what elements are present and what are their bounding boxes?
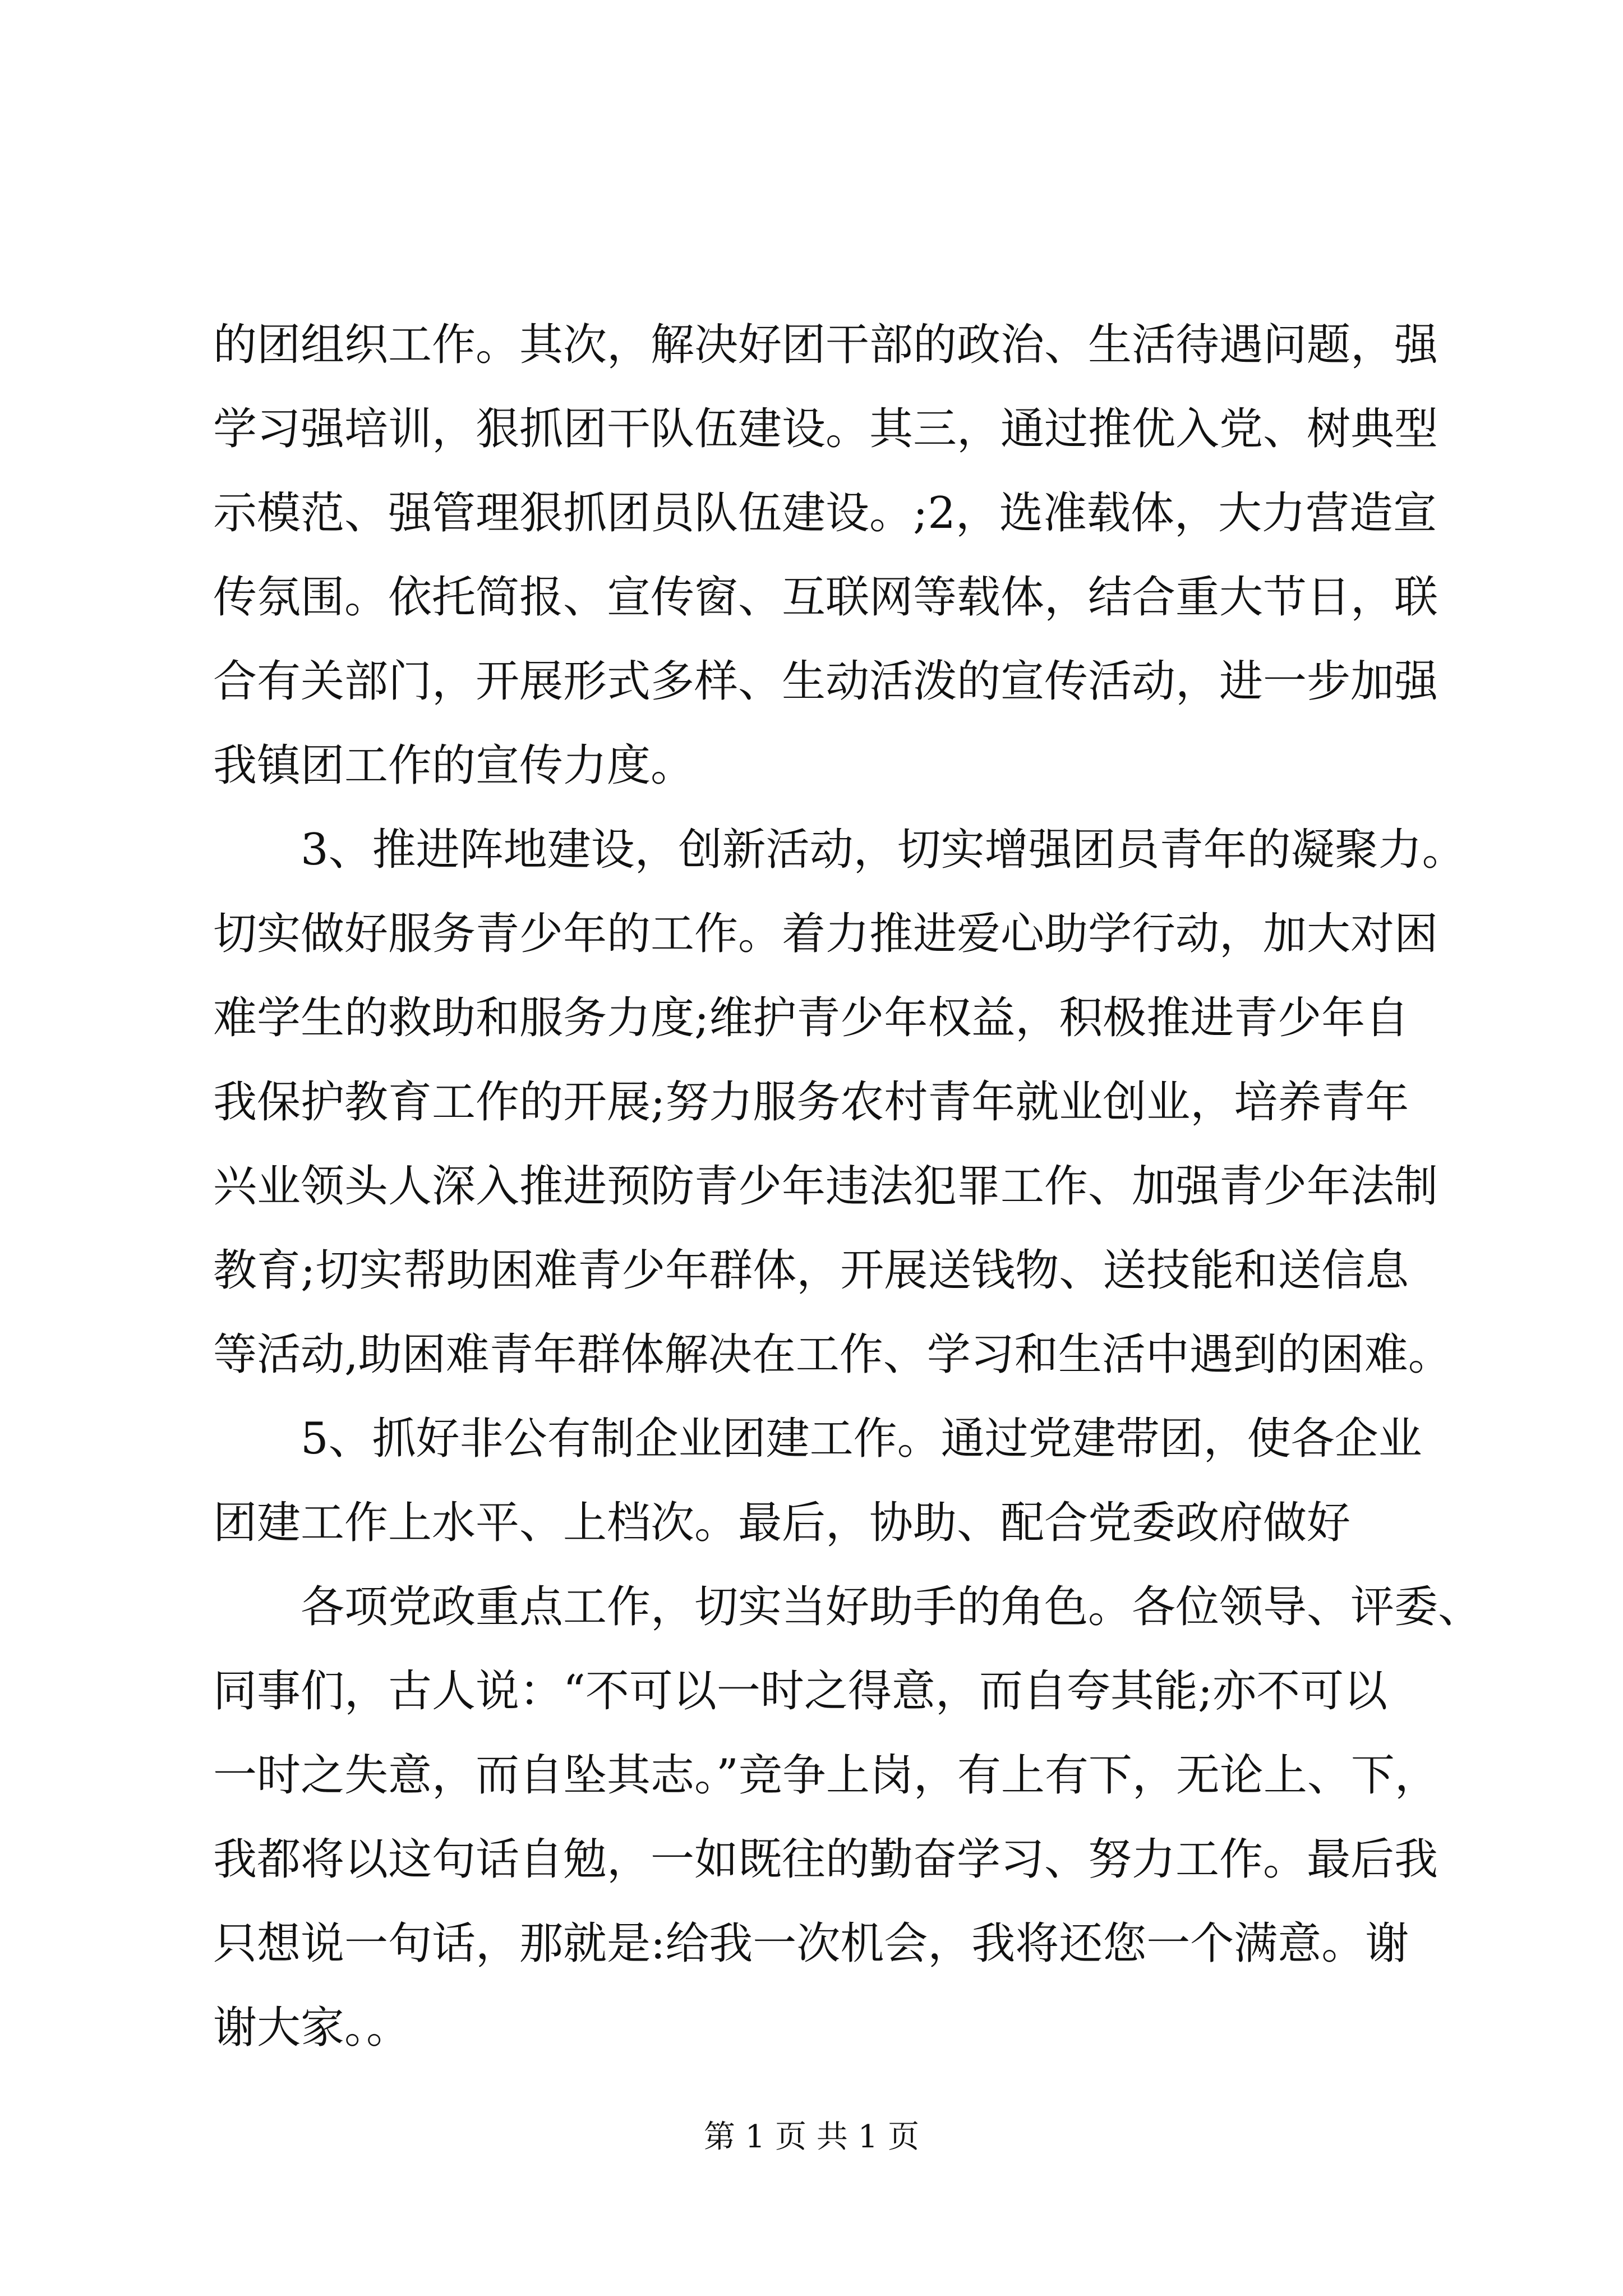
- text-line: 我都将以这句话自勉，一如既往的勤奋学习、努力工作。最后我: [213, 1834, 1438, 1885]
- text-line: 传氛围。依托简报、宣传窗、互联网等载体，结合重大节日，联: [213, 572, 1438, 623]
- text-line: 等活动,助困难青年群体解决在工作、学习和生活中遇到的困难。: [213, 1329, 1452, 1380]
- page-footer: 第 1 页 共 1 页: [703, 2119, 920, 2155]
- text-line: 教育;切实帮助困难青少年群体，开展送钱物、送技能和送信息: [213, 1245, 1409, 1296]
- paragraph-3: [213, 1397, 1422, 1565]
- text-line: 同事们，古人说：“不可以一时之得意，而自夸其能;亦不可以: [213, 1666, 1388, 1717]
- paragraph-2: [213, 808, 1466, 1397]
- text-line: 只想说一句话，那就是:给我一次机会，我将还您一个满意。谢: [213, 1918, 1409, 1969]
- text-line: 我镇团工作的宣传力度。: [213, 740, 695, 791]
- text-line: 团建工作上水平、上档次。最后，协助、配合党委政府做好: [213, 1498, 1351, 1548]
- text-line: 谢大家。。: [213, 2003, 411, 2053]
- text-line: 一时之失意，而自坠其志。”竞争上岗，有上有下，无论上、下，: [213, 1750, 1438, 1801]
- text-line: 3、推进阵地建设，创新活动，切实增强团员青年的凝聚力。: [213, 825, 1466, 875]
- text-line: 示模范、强管理狠抓团员队伍建设。;2，选准载体，大力营造宣: [213, 488, 1437, 539]
- text-line: 学习强培训，狠抓团干队伍建设。其三，通过推优入党、树典型: [213, 404, 1438, 454]
- text-line: 5、抓好非公有制企业团建工作。通过党建带团，使各企业: [213, 1414, 1422, 1464]
- paragraph-4: [213, 1565, 1482, 2070]
- text-line: 的团组织工作。其次，解决好团干部的政治、生活待遇问题，强: [213, 320, 1438, 370]
- text-line: 各项党政重点工作，切实当好助手的角色。各位领导、评委、: [213, 1582, 1482, 1632]
- document-body: [213, 303, 1482, 2070]
- text-line: 难学生的救助和服务力度;维护青少年权益，积极推进青少年自: [213, 993, 1409, 1043]
- paragraph-1: [213, 303, 1438, 808]
- text-line: 我保护教育工作的开展;努力服务农村青年就业创业，培养青年: [213, 1077, 1409, 1128]
- text-line: 兴业领头人深入推进预防青少年违法犯罪工作、加强青少年法制: [213, 1161, 1438, 1212]
- text-line: 合有关部门，开展形式多样、生动活泼的宣传活动，进一步加强: [213, 656, 1438, 707]
- text-line: 切实做好服务青少年的工作。着力推进爱心助学行动，加大对困: [213, 909, 1438, 959]
